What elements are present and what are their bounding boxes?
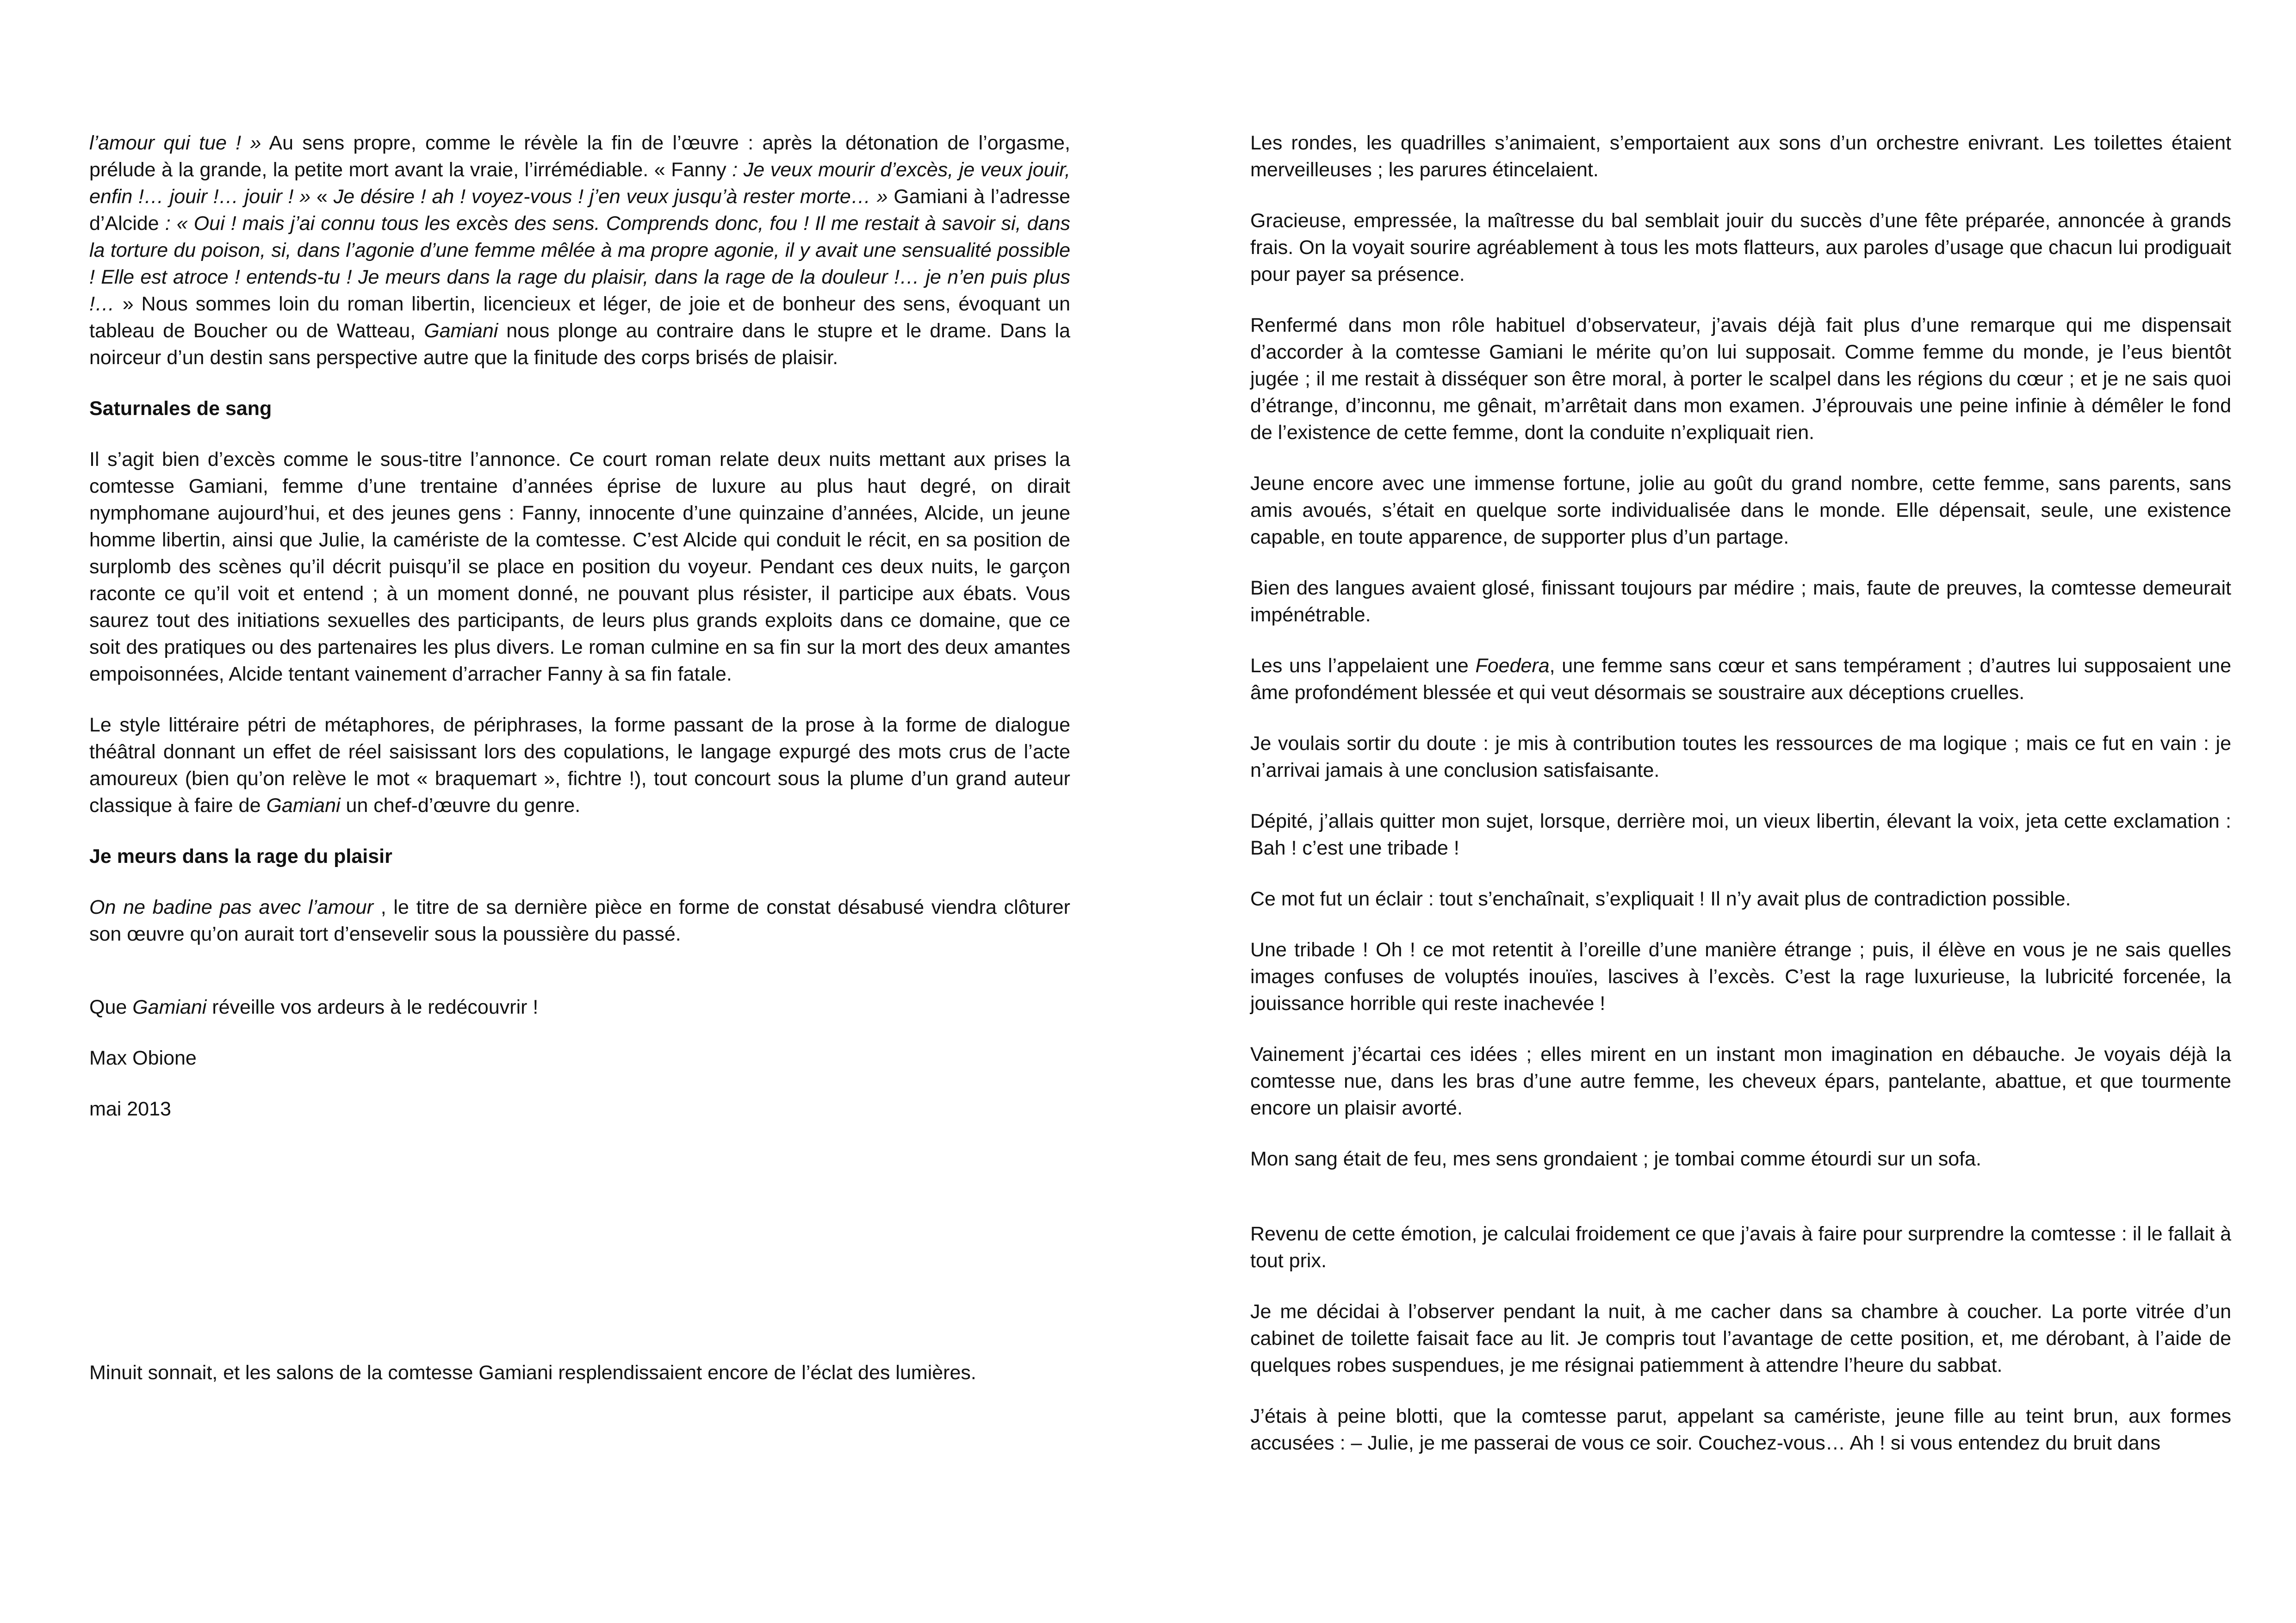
text: , une femme sans cœur et sans tempérament ; d’autres lui supposaient une âme profondément blessée et qui veut désormais se soustraire aux déceptions cruelles. [1250,655,2231,704]
paragraph: Renfermé dans mon rôle habituel d’observateur, j’avais déjà fait plus d’une remarque qui me dispensait d’accorder à la comtesse Gamiani le mérite qu’on lui supposait. Comme femme du monde, je l’eus bientôt jugée ; il me restait à disséquer son être moral, à porter le scalpel dans les régions du cœur ; et je ne sais quoi d’étrange, d’inconnu, me gênait, m’arrêtait dans mon examen. J’éprouvais une peine infinie à démêler le fond de l’existence de cette femme, dont la conduite n’expliquait rien. [1250,314,2231,444]
text: réveille vos ardeurs à le redécouvrir ! [206,996,539,1018]
paragraph-minuit: Minuit sonnait, et les salons de la comtesse Gamiani resplendissaient encore de l’éclat des lumières. [89,1362,976,1384]
paragraph: Bien des langues avaient glosé, finissant toujours par médire ; mais, faute de preuves, la comtesse demeurait impénétrable. [1250,577,2231,626]
text-italic: Foedera [1475,655,1550,677]
paragraph: Je me décidai à l’observer pendant la nuit, à me cacher dans sa chambre à coucher. La porte vitrée d’un cabinet de toilette faisait face au lit. Je compris tout l’avantage de cette position, et, me dérobant, à l’aide de quelques robes suspendues, je me résignai patiemment à attendre l’heure du sabbat. [1250,1301,2231,1376]
text: » Nous sommes loin du roman libertin, licencieux et léger, de joie et de bonheur des sens, évoquant un tableau de Boucher ou de Watteau, [89,293,1070,342]
heading-saturnales: Saturnales de sang [89,397,272,420]
paragraph: Je voulais sortir du doute : je mis à contribution toutes les ressources de ma logique ; mais ce fut en vain : je n’arrivai jamais à une conclusion satisfaisante. [1250,732,2231,781]
paragraph-summary: Il s’agit bien d’excès comme le sous-titre l’annonce. Ce court roman relate deux nuits mettant aux prises la comtesse Gamiani, femme d’une trentaine d’années éprise de luxure au plus haut degré, on dirait nymphomane aujourd’hui, et des jeunes gens : Fanny, innocente d’une quinzaine d’années, Alcide, un jeune homme libertin, ainsi que Julie, la camériste de la comtesse. C’est Alcide qui conduit le récit, en sa position de surplomb des scènes qu’il décrit puisqu’il se place en position du voyeur. Pendant ces deux nuits, le garçon raconte ce qu’il voit et entend ; à un moment donné, ne pouvant plus résister, il participe aux ébats. Vous saurez tout des initiations sexuelles des participants, de leurs plus grands exploits dans ce domaine, que ce soit des pratiques ou des partenaires les plus divers. Le roman culmine en sa fin sur la mort des deux amantes empoisonnées, Alcide tentant vainement d’arracher Fanny à sa fin fatale. [89,448,1070,685]
text: , le titre de sa dernière pièce en forme de constat désabusé viendra clôturer son œuvre qu’on aurait tort d’ensevelir sous la poussière du passé. [89,896,1071,945]
text: Que [89,996,133,1018]
paragraph-badine [89,894,1070,948]
paragraph: Revenu de cette émotion, je calculai froidement ce que j’avais à faire pour surprendre la comtesse : il le fallait à tout prix. [1250,1223,2231,1272]
paragraph: Mon sang était de feu, mes sens grondaient ; je tombai comme étourdi sur un sofa. [1250,1148,1981,1170]
text: Le style littéraire pétri de métaphores, de périphrases, la forme passant de la prose à la forme de dialogue théâtral donnant un effet de réel saisissant lors des copulations, le langage expurgé des mots crus de l’acte amoureux (bien qu’on relève le mot « braquemart », fichtre !), tout concourt sous la plume d’un grand auteur classique à faire de [89,714,1070,817]
text-italic: l’amour qui tue ! » [89,132,261,154]
paragraph [1250,652,2231,706]
book-title: Gamiani [424,320,498,342]
text: un chef-d’œuvre du genre. [340,794,581,817]
paragraph: Gracieuse, empressée, la maîtresse du bal semblait jouir du succès d’une fête préparée, annoncée à grands frais. On la voyait sourire agréablement à tous les mots flatteurs, aux paroles d’usage que chacun lui prodiguait pour payer sa présence. [1250,210,2231,285]
text-italic: : « [165,212,194,235]
paragraph-quotes [89,130,1070,371]
text-italic: : Je veux mourir d’excès, je veux jouir, enfin !… jouir !… jouir ! » [89,159,1070,208]
text: nous plonge au contraire dans le stupre et le drame. Dans la noirceur d’un destin sans perspective autre que la finitude des corps brisés de plaisir. [89,320,1070,369]
spacer [89,972,1070,994]
text-italic: Oui ! mais j’ai connu tous les excès des sens. Comprends donc, fou ! Il me restait à savoir si, dans la torture du poison, si, dans l’agonie d’une femme mêlée à ma propre agonie, il y avait une sensualité possible ! Elle est atroce ! entends-tu ! Je meurs dans la rage du plaisir, dans la rage de la douleur !… je n’en puis plus !… [89,212,1070,315]
heading-rage: Je meurs dans la rage du plaisir [89,845,392,867]
paragraph: Les rondes, les quadrilles s’animaient, s’emportaient aux sons d’un orchestre enivrant. Les toilettes étaient merveilleuses ; les parures étincelaient. [1250,132,2231,181]
book-title: Gamiani [266,794,341,817]
paragraph: Une tribade ! Oh ! ce mot retentit à l’oreille d’une manière étrange ; puis, il élève en vous je ne sais quelles images confuses de voluptés inouïes, lascives à l’excès. C’est la rage luxurieuse, la lubricité forcenée, la jouissance horrible qui reste inachevée ! [1250,939,2231,1015]
text: « [310,186,334,208]
paragraph: Dépité, j’allais quitter mon sujet, lorsque, derrière moi, un vieux libertin, élevant la voix, jeta cette exclamation : Bah ! c’est une tribade ! [1250,810,2231,859]
paragraph: J’étais à peine blotti, que la comtesse parut, appelant sa camériste, jeune fille au teint brun, aux formes accusées : – Julie, je me passerai de vous ce soir. Couchez-vous… Ah ! si vous entendez du bruit dans [1250,1405,2231,1454]
spacer [1250,1196,2231,1220]
right-page [1250,130,2231,1481]
paragraph: Ce mot fut un éclair : tout s’enchaînait, s’expliquait ! Il n’y avait plus de contradiction possible. [1250,888,2071,910]
text-italic: Je désire ! ah ! voyez-vous ! j’en veux jusqu’à rester morte… » [333,186,888,208]
text: Gamiani à l’adresse d’Alcide [89,186,1070,235]
text: Les uns l’appelaient une [1250,655,1476,677]
spacer [89,1146,1070,1359]
play-title: On ne badine pas avec l’amour [89,896,374,918]
paragraph: Vainement j’écartai ces idées ; elles mirent en un instant mon imagination en débauche. Je voyais déjà la comtesse nue, dans les bras d’une autre femme, les cheveux épars, pantelante, abattue, et que tourmente encore un plaisir avorté. [1250,1043,2231,1119]
paragraph-closing [89,994,1070,1021]
signature-date: mai 2013 [89,1098,171,1120]
left-page [89,130,1070,1410]
book-title: Gamiani [132,996,207,1018]
author-signature: Max Obione [89,1047,197,1069]
paragraph-style [89,712,1070,819]
paragraph: Jeune encore avec une immense fortune, jolie au goût du grand nombre, cette femme, sans parents, sans amis avoués, s’était en quelque sorte individualisée dans le monde. Elle dépensait, seule, une existence capable, en toute apparence, de supporter plus d’un partage. [1250,472,2231,548]
text: Au sens propre, comme le révèle la fin de l’œuvre : après la détonation de l’orgasme, prélude à la grande, la petite mort avant la vraie, l’irrémédiable. « Fanny [89,132,1071,181]
